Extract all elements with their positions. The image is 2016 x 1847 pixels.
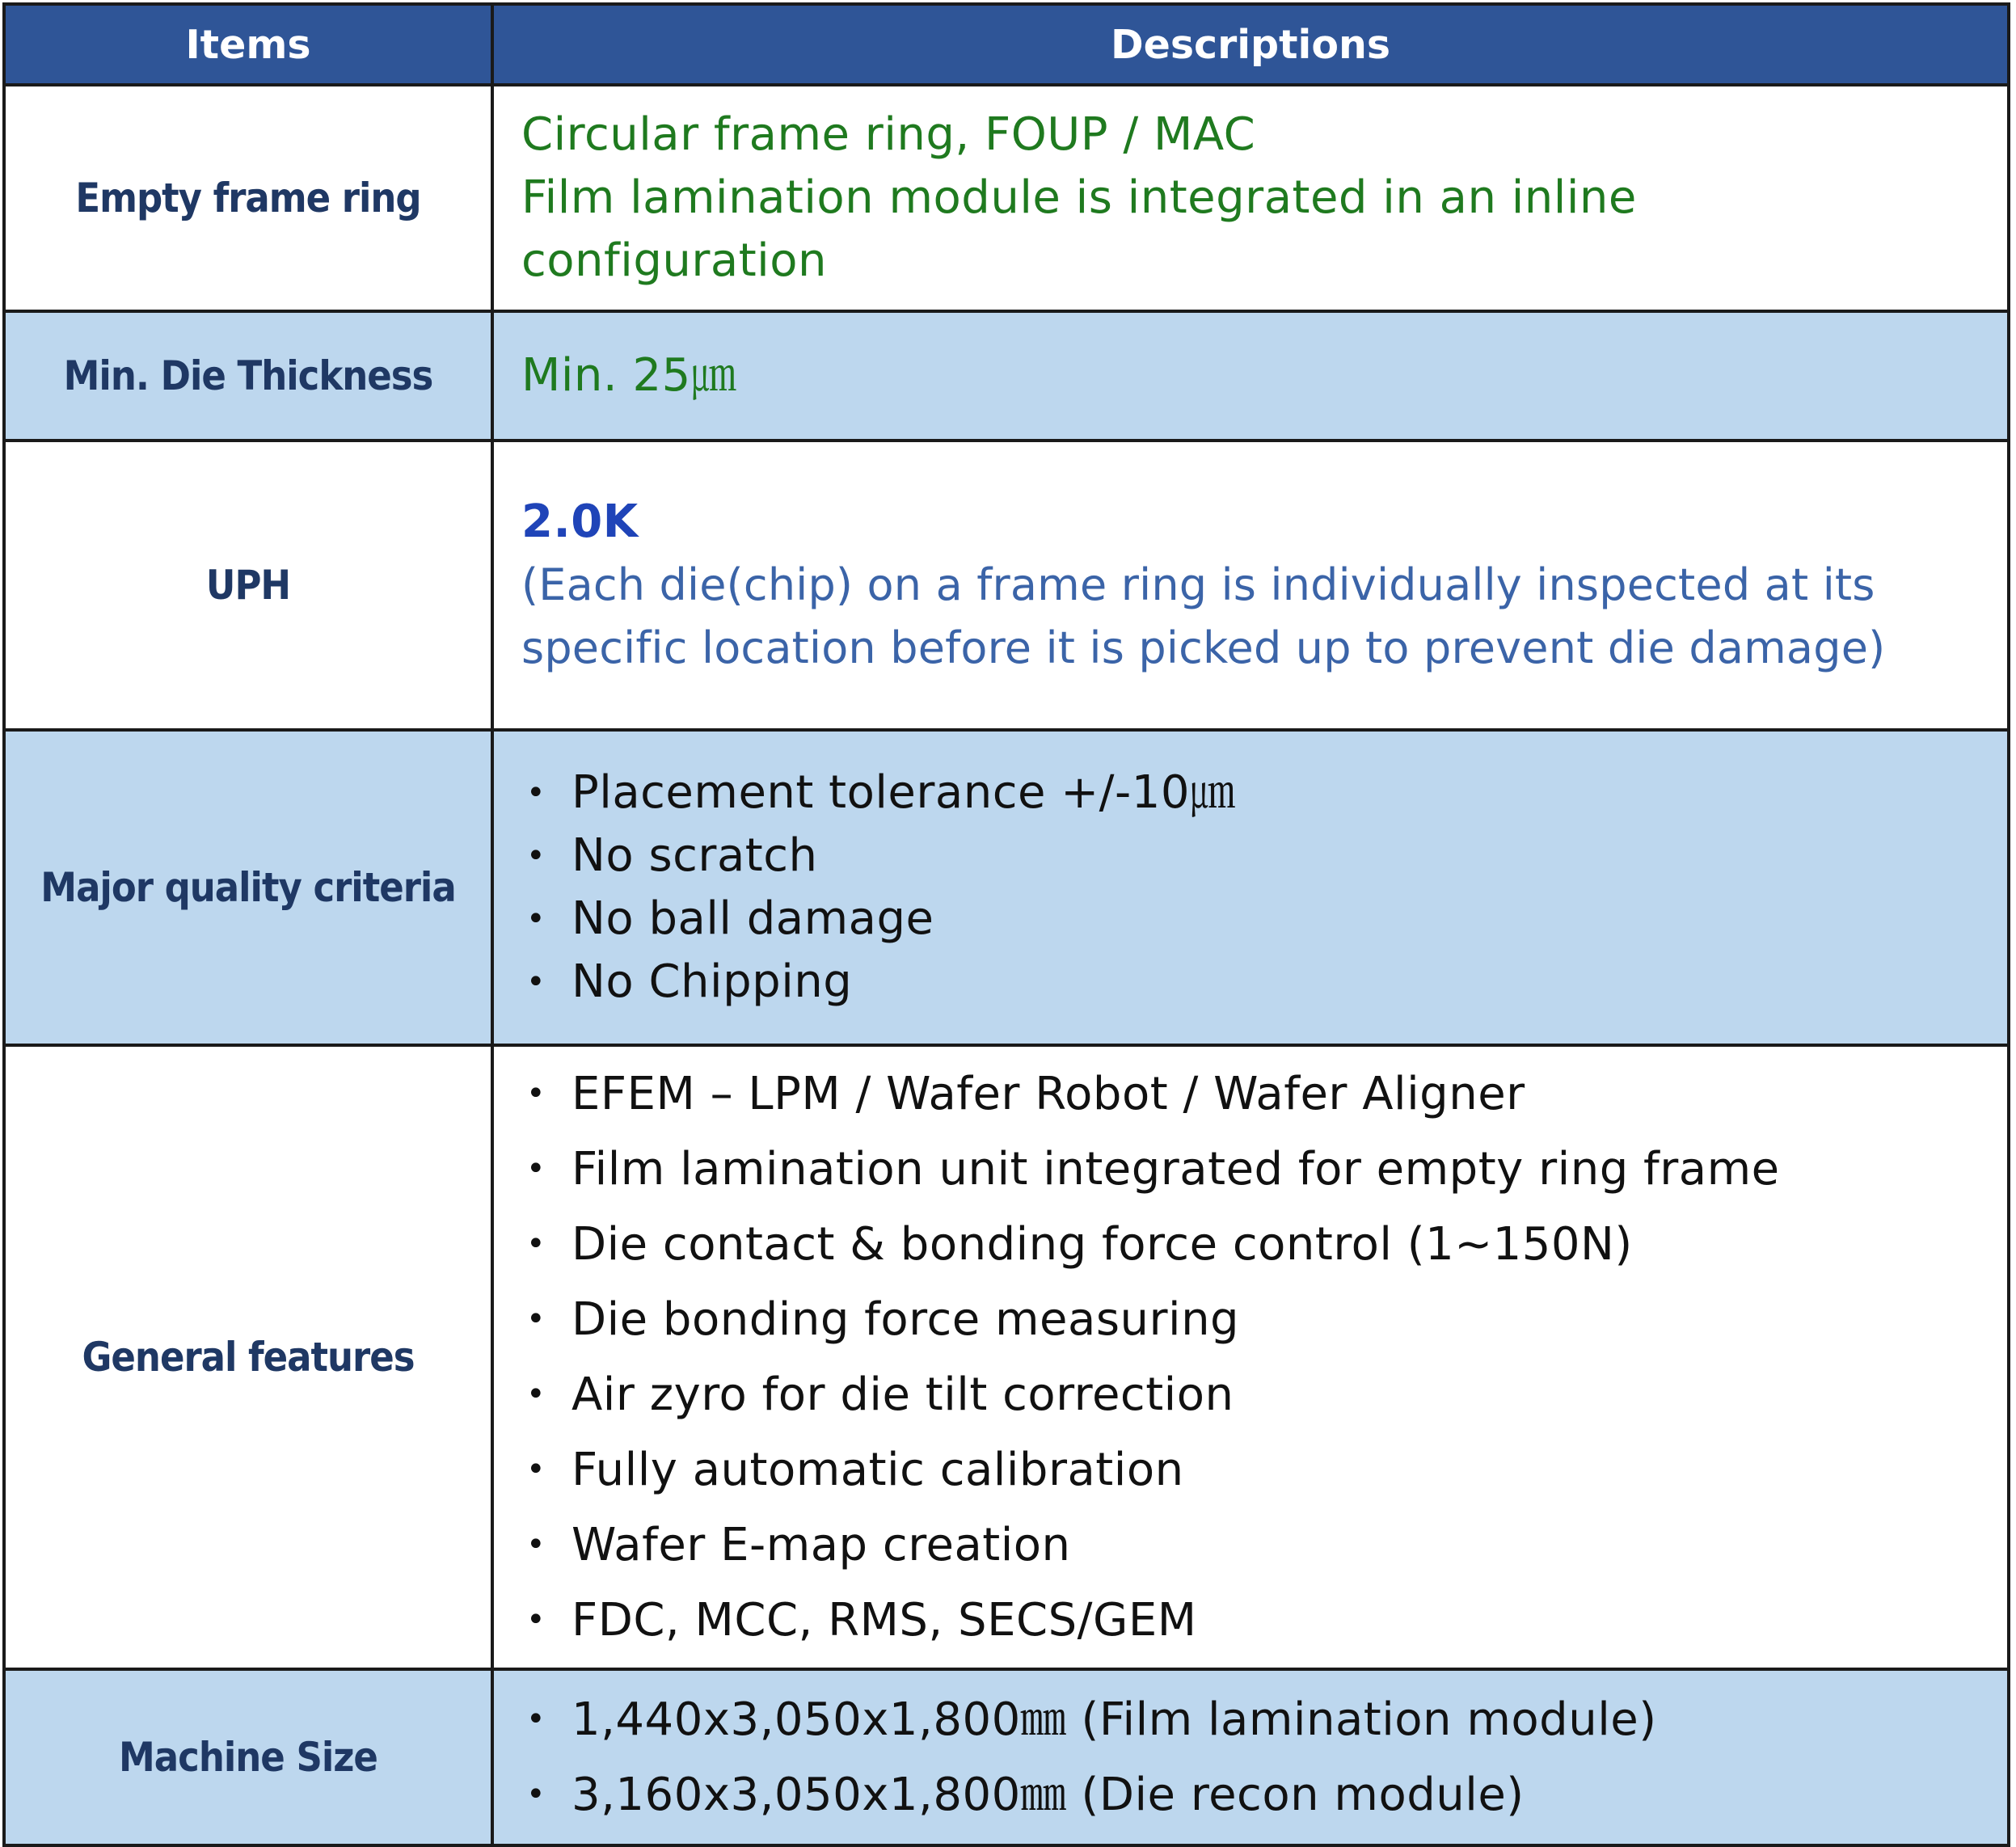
item-empty-frame-ring: Empty frame ring: [4, 85, 492, 311]
row-major-quality-criteria: [4, 730, 2009, 1045]
row-min-die-thickness: [4, 311, 2009, 441]
spec-table: [2, 2, 2010, 1847]
bullet-icon: •: [526, 774, 546, 812]
desc-min-die-thickness: [492, 311, 2009, 441]
header-descriptions: Descriptions: [492, 4, 2009, 85]
desc-uph: [492, 441, 2009, 730]
min-die-thickness-value: Min. 25㎛: [521, 349, 737, 402]
list-item: • No Chipping: [521, 951, 1991, 1014]
bullet-icon: •: [526, 1225, 546, 1263]
list-item: • FDC, MCC, RMS, SECS/GEM: [521, 1583, 1991, 1658]
uph-value: 2.0K: [521, 495, 639, 548]
row-empty-frame-ring: [4, 85, 2009, 311]
desc-general-features: [492, 1045, 2009, 1669]
bullet-icon: •: [526, 1701, 546, 1738]
bullet-icon: •: [526, 1376, 546, 1413]
bullet-icon: •: [526, 1075, 546, 1112]
item-machine-size: Machine Size: [4, 1669, 492, 1845]
list-item: • Fully automatic calibration: [521, 1432, 1991, 1508]
bullet-icon: •: [526, 1776, 546, 1813]
desc-machine-size: [492, 1669, 2009, 1845]
list-item: • Die bonding force measuring: [521, 1282, 1991, 1357]
list-item: • 1,440x3,050x1,800㎜ (Film lamination module): [521, 1682, 1991, 1757]
bullet-icon: •: [526, 900, 546, 938]
quality-criteria-list: [521, 761, 1991, 1014]
uph-note: (Each die(chip) on a frame ring is individually inspected at its specific location before it is picked up to prevent die damage): [521, 559, 1886, 673]
list-item: • Air zyro for die tilt correction: [521, 1357, 1991, 1432]
list-item: • Wafer E-map creation: [521, 1508, 1991, 1583]
bullet-icon: •: [526, 1301, 546, 1338]
item-min-die-thickness: Min. Die Thickness: [4, 311, 492, 441]
row-general-features: [4, 1045, 2009, 1669]
list-item: • Die contact & bonding force control (1~150N): [521, 1207, 1991, 1282]
item-major-quality-criteria: Major quality criteria: [4, 730, 492, 1045]
frame-ring-line-2: Film lamination module is integrated in an inline configuration: [521, 171, 1637, 287]
row-machine-size: [4, 1669, 2009, 1845]
bullet-icon: •: [526, 1526, 546, 1563]
desc-major-quality-criteria: [492, 730, 2009, 1045]
bullet-icon: •: [526, 1601, 546, 1638]
list-item: • Film lamination unit integrated for empty ring frame: [521, 1132, 1991, 1207]
header-items: Items: [4, 4, 492, 85]
list-item: • Placement tolerance +/-10㎛: [521, 761, 1991, 824]
bullet-icon: •: [526, 837, 546, 875]
bullet-icon: •: [526, 1451, 546, 1488]
list-item: • No ball damage: [521, 888, 1991, 951]
bullet-icon: •: [526, 1150, 546, 1187]
list-item: • 3,160x3,050x1,800㎜ (Die recon module): [521, 1757, 1991, 1832]
frame-ring-line-1: Circular frame ring, FOUP / MAC: [521, 108, 1256, 161]
item-uph: UPH: [4, 441, 492, 730]
list-item: • EFEM – LPM / Wafer Robot / Wafer Aligner: [521, 1056, 1991, 1132]
general-features-list: [521, 1056, 1991, 1658]
item-general-features: General features: [4, 1045, 492, 1669]
machine-size-list: [521, 1682, 1991, 1832]
desc-empty-frame-ring: [492, 85, 2009, 311]
header-row: [4, 4, 2009, 85]
list-item: • No scratch: [521, 824, 1991, 888]
row-uph: [4, 441, 2009, 730]
bullet-icon: •: [526, 964, 546, 1001]
